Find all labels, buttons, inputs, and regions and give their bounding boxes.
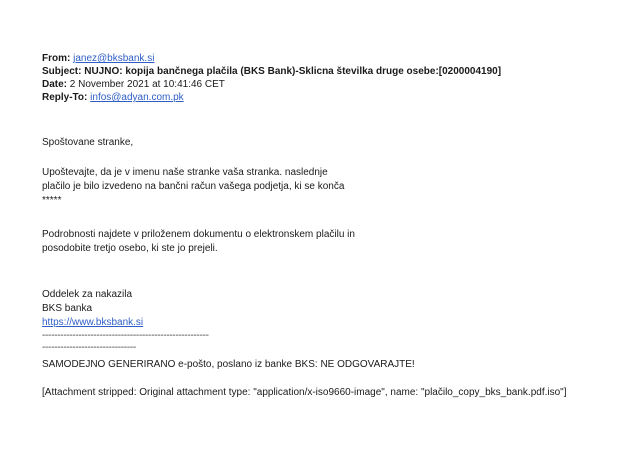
subject-value: NUJNO: kopija bančnega plačila (BKS Bank)-Sklicna številka druge osebe:[0200004190]: [84, 66, 502, 77]
signature-bank: BKS banka: [42, 303, 93, 314]
signature-department: Oddelek za nakazila: [42, 289, 133, 300]
para2-line1: Podrobnosti najdete v priloženem dokumentu o elektronskem plačilu in: [42, 229, 355, 240]
from-row: [42, 52, 622, 65]
auto-generated-notice: SAMODEJNO GENERIRANO e-pošto, poslano iz banke BKS: NE ODGOVARAJTE!: [42, 359, 415, 370]
date-value: 2 November 2021 at 10:41:46 CET: [69, 79, 225, 90]
paragraph-payment-notice: [42, 166, 622, 208]
separator-line-1: -------------------------------------------------------: [42, 330, 209, 341]
subject-label: Subject:: [42, 66, 85, 77]
date-row: [42, 78, 622, 91]
email-message: [42, 52, 622, 400]
signature: [42, 288, 622, 330]
email-headers: [42, 52, 622, 104]
para1-line1: Upoštevajte, da je v imenu naše stranke vaša stranka. naslednje: [42, 167, 328, 178]
paragraph-details: [42, 228, 622, 256]
replyto-row: [42, 91, 622, 104]
replyto-email-link[interactable]: infos@adyan.com.pk: [90, 92, 184, 103]
greeting: Spoštovane stranke,: [42, 137, 134, 148]
subject-row: [42, 65, 622, 78]
replyto-label: Reply-To:: [42, 92, 91, 103]
para2-line2: posodobite tretjo osebo, ki ste jo prejeli.: [42, 243, 218, 254]
signature-website-link[interactable]: https://www.bksbank.si: [42, 317, 144, 328]
date-label: Date:: [42, 79, 70, 90]
from-label: From:: [42, 53, 74, 64]
from-email-link[interactable]: janez@bksbank.si: [73, 53, 155, 64]
attachment-stripped-note: [Attachment stripped: Original attachment type: "application/x-iso9660-image", name: "plačilo_copy_bks_bank.pdf.iso"]: [42, 387, 567, 398]
para1-line3: *****: [42, 195, 62, 206]
separator-line-2: -------------------------------: [42, 342, 136, 353]
para1-line2: plačilo je bilo izvedeno na bančni račun vašega podjetja, ki se konča: [42, 181, 345, 192]
